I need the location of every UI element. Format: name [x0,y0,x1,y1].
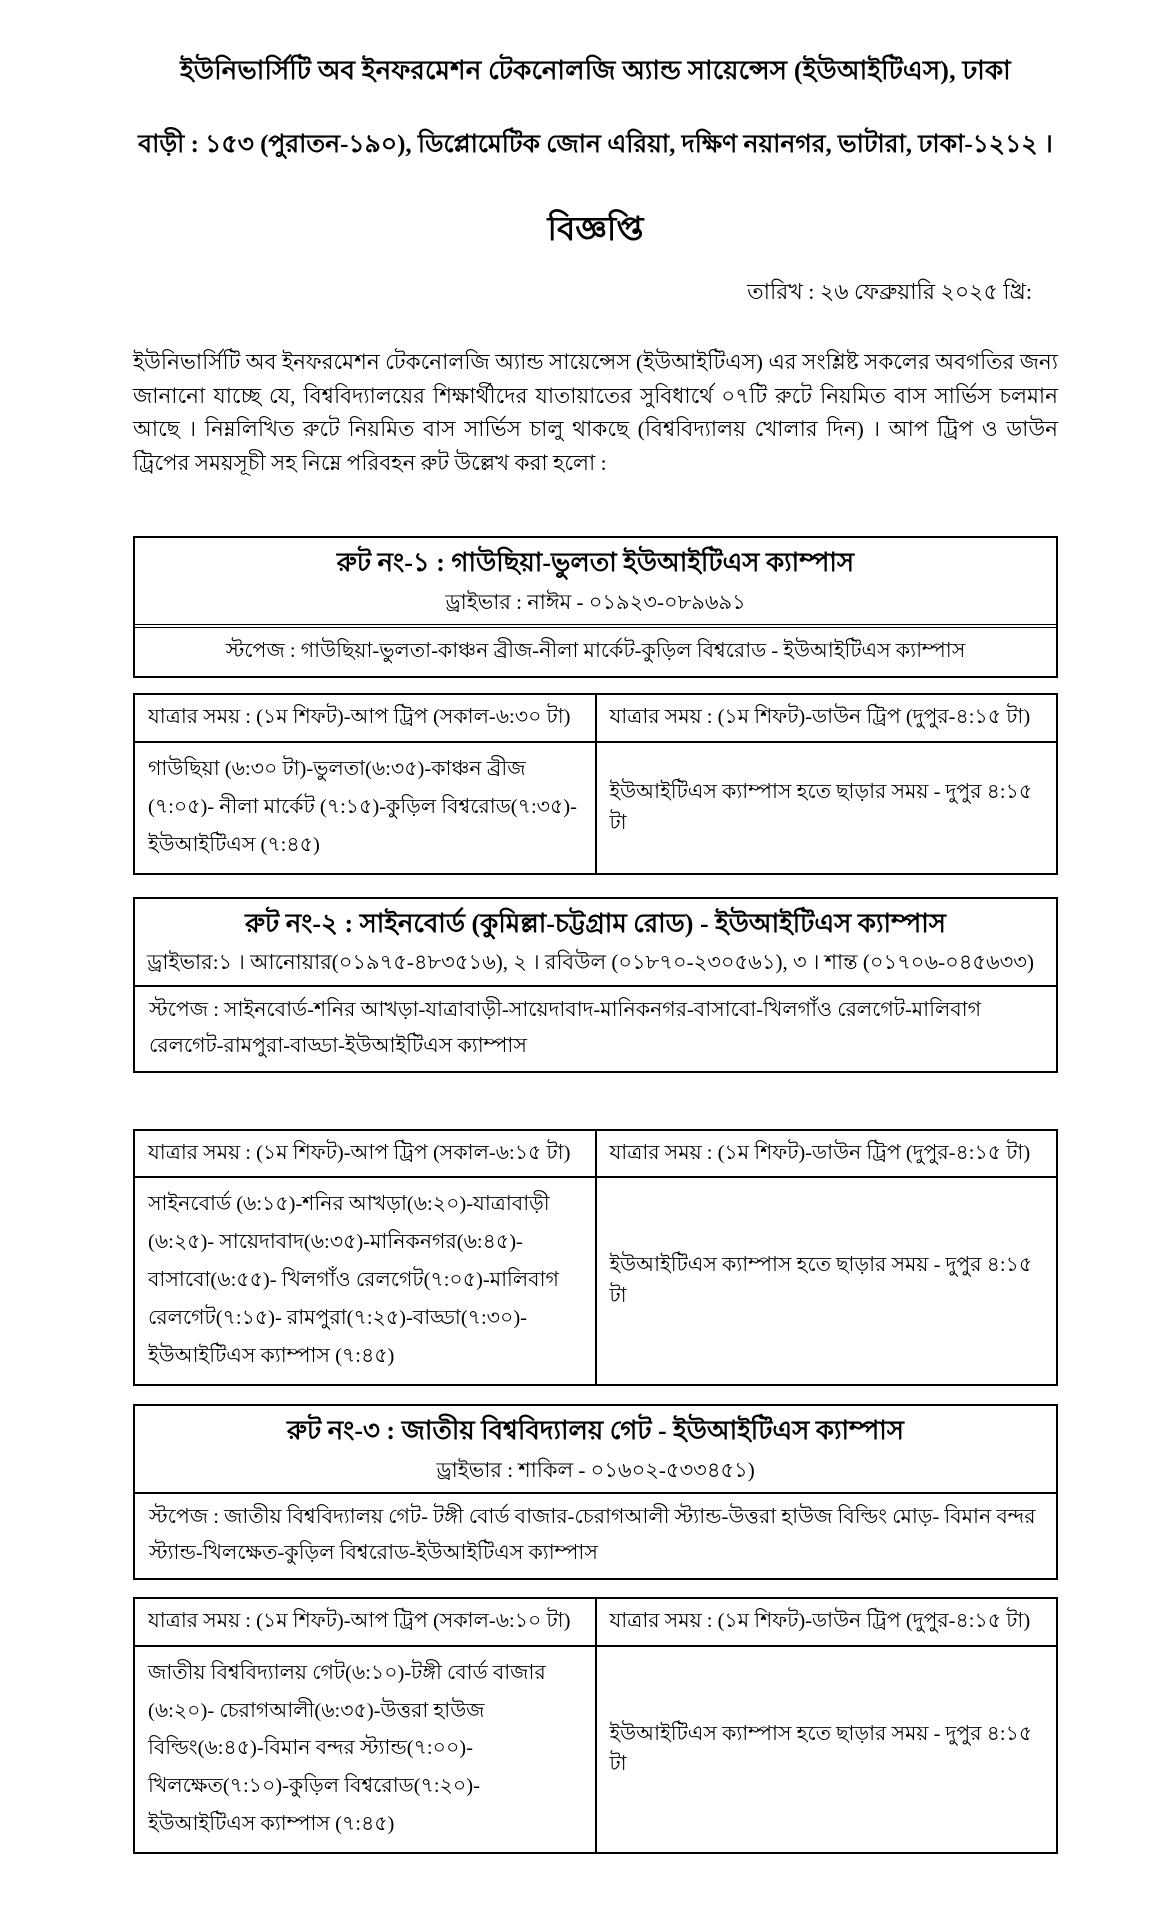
route-2-driver: ড্রাইভার:১ । আনোয়ার(০১৯৭৫-৪৮৩৫১৬), ২ । রবিউল (০১৮৭০-২৩০৫৬১), ৩ । শান্ত (০১৭০৬-০৪৫৬৩৩) [147,950,1034,975]
route-1-driver: ড্রাইভার : নাঈম - ০১৯২৩-০৮৯৬৯১ [445,589,746,614]
route-2-section [133,897,1058,1386]
route-3-down-trip-header: যাত্রার সময় : (১ম শিফট)-ডাউন ট্রিপ (দুপুর-৪:১৫ টা) [596,1598,1058,1646]
route-1-title: রুট নং-১ : গাউছিয়া-ভুলতা ইউআইটিএস ক্যাম্পাস [336,548,855,578]
route-2-schedule-table [133,1129,1058,1386]
route-3-driver: ড্রাইভার : শাকিল - ০১৬০২-৫৩৩৪৫১) [436,1457,755,1482]
route-1-section [133,536,1058,875]
route-2-schedule-detail-row [134,1177,1057,1385]
intro-paragraph: ইউনিভার্সিটি অব ইনফরমেশন টেকনোলজি অ্যান্ড সায়েন্সেস (ইউআইটিএস) এর সংশ্লিষ্ট সকলের অবগতির জন্য জানানো যাচ্ছে যে, বিশ্ববিদ্যালয়ের শিক্ষার্থীদের যাতায়াতের সুবিধার্থে ০৭টি রুটে নিয়মিত বাস সার্ভিস চলমান আছে । নিম্নলিখিত রুটে নিয়মিত বাস সার্ভিস চালু থাকছে (বিশ্ববিদ্যালয় খোলার দিন) । আপ ট্রিপ ও ডাউন ট্রিপের সময়সূচী সহ নিম্নে পরিবহন রুট উল্লেখ করা হলো : [133,350,1058,475]
route-2-stoppage: স্টপেজ : সাইনবোর্ড-শনির আখড়া-যাত্রাবাড়ী-সায়েদাবাদ-মানিকনগর-বাসাবো-খিলগাঁও রেলগেট-মালিবাগ রেলগেট-রামপুরা-বাড্ডা-ইউআইটিএস ক্যাম্পাস [135,985,1056,1071]
route-3-schedule-table [133,1597,1058,1854]
route-2-up-trip-detail: সাইনবোর্ড (৬:১৫)-শনির আখড়া(৬:২০)-যাত্রাবাড়ী (৬:২৫)- সায়েদাবাদ(৬:৩৫)-মানিকনগর(৬:৪৫)-বাসাবো(৬:৫৫)- খিলগাঁও রেলগেট(৭:০৫)-মালিবাগ রেলগেট(৭:১৫)- রামপুরা(৭:২৫)-বাড্ডা(৭:৩০)- ইউআইটিএস ক্যাম্পাস (৭:৪৫) [134,1177,596,1385]
route-3-info-table [133,1404,1058,1580]
route-3-schedule-detail-row [134,1646,1057,1854]
university-address: বাড়ী : ১৫৩ (পুরাতন-১৯০), ডিপ্লোমেটিক জোন এরিয়া, দক্ষিণ নয়ানগর, ভাটারা, ঢাকা-১২১২ । [138,131,1053,158]
route-3-title: রুট নং-৩ : জাতীয় বিশ্ববিদ্যালয় গেট - ইউআইটিএস ক্যাম্পাস [287,1415,904,1445]
route-2-schedule-header-row [134,1130,1057,1178]
route-3-schedule-header-row [134,1598,1057,1646]
route-1-header-row [135,538,1056,624]
route-1-up-trip-detail: গাউছিয়া (৬:৩০ টা)-ভুলতা(৬:৩৫)-কাঞ্চন ব্রীজ (৭:০৫)- নীলা মার্কেট (৭:১৫)-কুড়িল বিশ্বরোড(৭:৩৫)-ইউআইটিএস (৭:৪৫) [134,742,596,874]
university-name: ইউনিভার্সিটি অব ইনফরমেশন টেকনোলজি অ্যান্ড সায়েন্সেস (ইউআইটিএস), ঢাকা [180,56,1011,85]
route-1-schedule-table [133,693,1058,874]
route-3-up-trip-detail: জাতীয় বিশ্ববিদ্যালয় গেট(৬:১০)-টঙ্গী বোর্ড বাজার (৬:২০)- চেরাগআলী(৬:৩৫)-উত্তরা হাউজ বিল্ডিং(৬:৪৫)-বিমান বন্দর স্ট্যান্ড(৭:০০)-খিলক্ষেত(৭:১০)-কুড়িল বিশ্বরোড(৭:২০)- ইউআইটিএস ক্যাম্পাস (৭:৪৫) [134,1646,596,1854]
route-3-down-trip-detail: ইউআইটিএস ক্যাম্পাস হতে ছাড়ার সময় - দুপুর ৪:১৫ টা [596,1646,1058,1854]
route-2-title: রুট নং-২ : সাইনবোর্ড (কুমিল্লা-চট্টগ্রাম রোড) - ইউআইটিএস ক্যাম্পাস [245,908,946,938]
route-3-up-trip-header: যাত্রার সময় : (১ম শিফট)-আপ ট্রিপ (সকাল-৬:১০ টা) [134,1598,596,1646]
route-2-info-table [133,897,1058,1073]
route-3-section [133,1404,1058,1854]
route-2-up-trip-header: যাত্রার সময় : (১ম শিফট)-আপ ট্রিপ (সকাল-৬:১৫ টা) [134,1130,596,1178]
route-1-down-trip-header: যাত্রার সময় : (১ম শিফট)-ডাউন ট্রিপ (দুপুর-৪:১৫ টা) [596,694,1058,742]
route-1-stoppage: স্টপেজ : গাউছিয়া-ভুলতা-কাঞ্চন ব্রীজ-নীলা মার্কেট-কুড়িল বিশ্বরোড - ইউআইটিএস ক্যাম্পাস [135,624,1056,676]
route-2-header-row [135,899,1056,985]
route-1-schedule-header-row [134,694,1057,742]
notice-title: বিজ্ঞপ্তি [547,212,644,248]
route-2-down-trip-header: যাত্রার সময় : (১ম শিফট)-ডাউন ট্রিপ (দুপুর-৪:১৫ টা) [596,1130,1058,1178]
route-1-up-trip-header: যাত্রার সময় : (১ম শিফট)-আপ ট্রিপ (সকাল-৬:৩০ টা) [134,694,596,742]
route-1-down-trip-detail: ইউআইটিএস ক্যাম্পাস হতে ছাড়ার সময় - দুপুর ৪:১৫ টা [596,742,1058,874]
route-3-stoppage: স্টপেজ : জাতীয় বিশ্ববিদ্যালয় গেট- টঙ্গী বোর্ড বাজার-চেরাগআলী স্ট্যান্ড-উত্তরা হাউজ বিল্ডিং মোড়- বিমান বন্দর স্ট্যান্ড-খিলক্ষেত-কুড়িল বিশ্বরোড-ইউআইটিএস ক্যাম্পাস [135,1492,1056,1578]
route-1-schedule-detail-row [134,742,1057,874]
notice-date: তারিখ : ২৬ ফেব্রুয়ারি ২০২৫ খ্রি: [747,279,1032,304]
route-2-down-trip-detail: ইউআইটিএস ক্যাম্পাস হতে ছাড়ার সময় - দুপুর ৪:১৫ টা [596,1177,1058,1385]
route-1-info-table [133,536,1058,678]
route-3-header-row [135,1406,1056,1492]
